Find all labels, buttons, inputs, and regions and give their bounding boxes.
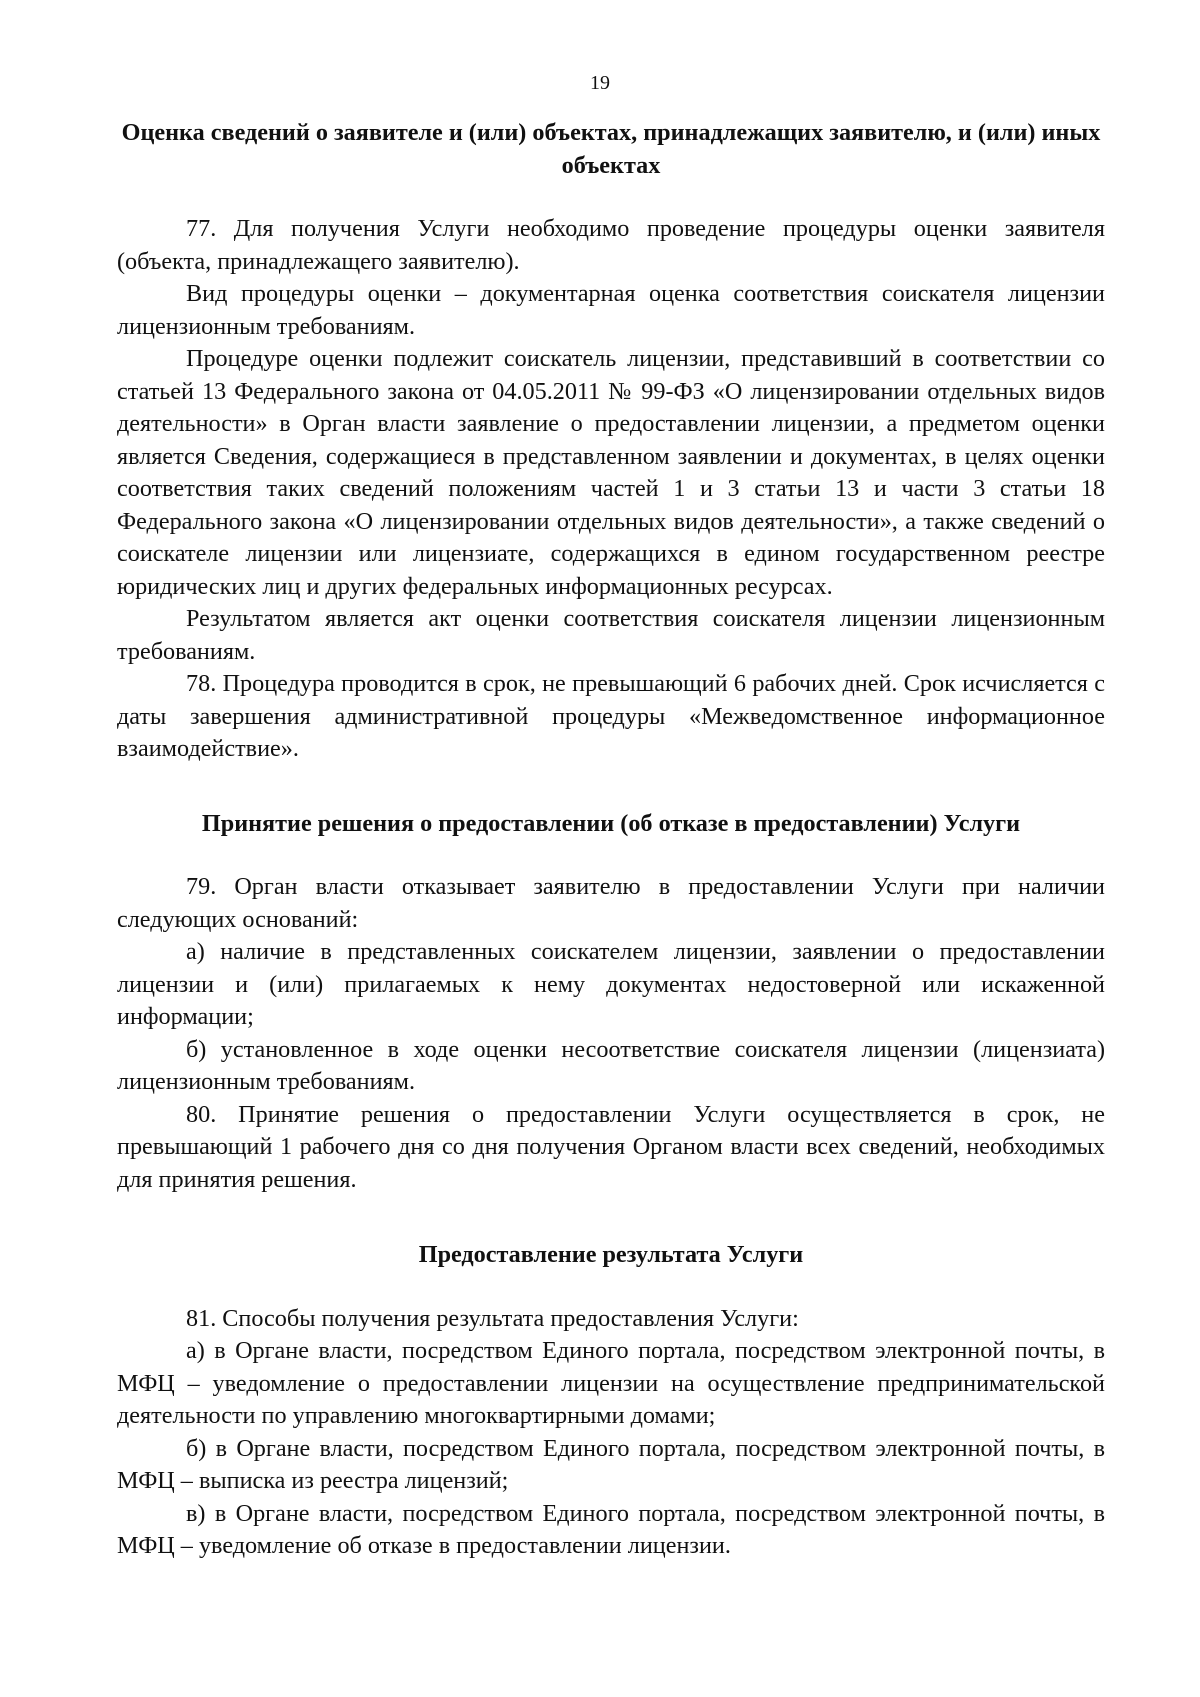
paragraph-79-a: а) наличие в представленных соискателем лицензии, заявлении о предоставлении лицензии и (или) прилагаемых к нему документах недостоверной или искаженной информации;	[117, 938, 1105, 1030]
paragraph-79-b: б) установленное в ходе оценки несоответствие соискателя лицензии (лицензиата) лицензионным требованиям.	[117, 1035, 1105, 1095]
paragraph-procedure-type: Вид процедуры оценки – документарная оценка соответствия соискателя лицензии лицензионным требованиям.	[117, 280, 1105, 340]
paragraph-assessment-subject: Процедуре оценки подлежит соискатель лицензии, представивший в соответствии со статьей 13 Федерального закона от 04.05.2011 № 99-ФЗ «О лицензировании отдельных видов деятельности» в Орган власти заявление о предоставлении лицензии, а предметом оценки является Сведения, содержащиеся в представленном заявлении и документах, в целях оценки соответствия таких сведений положениям частей 1 и 3 статьи 13 и части 3 статьи 18 Федерального закона «О лицензировании отдельных видов деятельности», а также сведений о соискателе лицензии или лицензиате, содержащихся в едином государственном реестре юридических лиц и других федеральных информационных ресурсах.	[117, 345, 1105, 600]
paragraph-81: 81. Способы получения результата предоставления Услуги:	[186, 1304, 799, 1332]
paragraph-assessment-result: Результатом является акт оценки соответствия соискателя лицензии лицензионным требованиям.	[117, 605, 1105, 665]
paragraph-77: 77. Для получения Услуги необходимо проведение процедуры оценки заявителя (объекта, принадлежащего заявителю).	[117, 215, 1105, 275]
paragraph-78: 78. Процедура проводится в срок, не превышающий 6 рабочих дней. Срок исчисляется с даты завершения административной процедуры «Межведомственное информационное взаимодействие».	[117, 670, 1105, 762]
paragraph-81-b: б) в Органе власти, посредством Единого портала, посредством электронной почты, в МФЦ – выписка из реестра лицензий;	[117, 1434, 1105, 1494]
section-heading-assessment: Оценка сведений о заявителе и (или) объектах, принадлежащих заявителю, и (или) иных объектах	[121, 119, 1101, 179]
paragraph-80: 80. Принятие решения о предоставлении Услуги осуществляется в срок, не превышающий 1 рабочего дня со дня получения Органом власти всех сведений, необходимых для принятия решения.	[117, 1100, 1105, 1193]
section-heading-result: Предоставление результата Услуги	[418, 1241, 804, 1268]
section-heading-decision: Принятие решения о предоставлении (об отказе в предоставлении) Услуги	[201, 809, 1021, 837]
document-body	[117, 117, 1105, 1563]
paragraph-79: 79. Орган власти отказывает заявителю в предоставлении Услуги при наличии следующих оснований:	[117, 873, 1105, 933]
paragraph-81-c: в) в Органе власти, посредством Единого портала, посредством электронной почты, в МФЦ – уведомление об отказе в предоставлении лицензии.	[117, 1499, 1105, 1559]
paragraph-81-a: а) в Органе власти, посредством Единого портала, посредством электронной почты, в МФЦ – уведомление о предоставлении лицензии на осуществление предпринимательской деятельности по управлению многоквартирными домами;	[117, 1337, 1105, 1429]
page-number: 19	[590, 72, 610, 94]
